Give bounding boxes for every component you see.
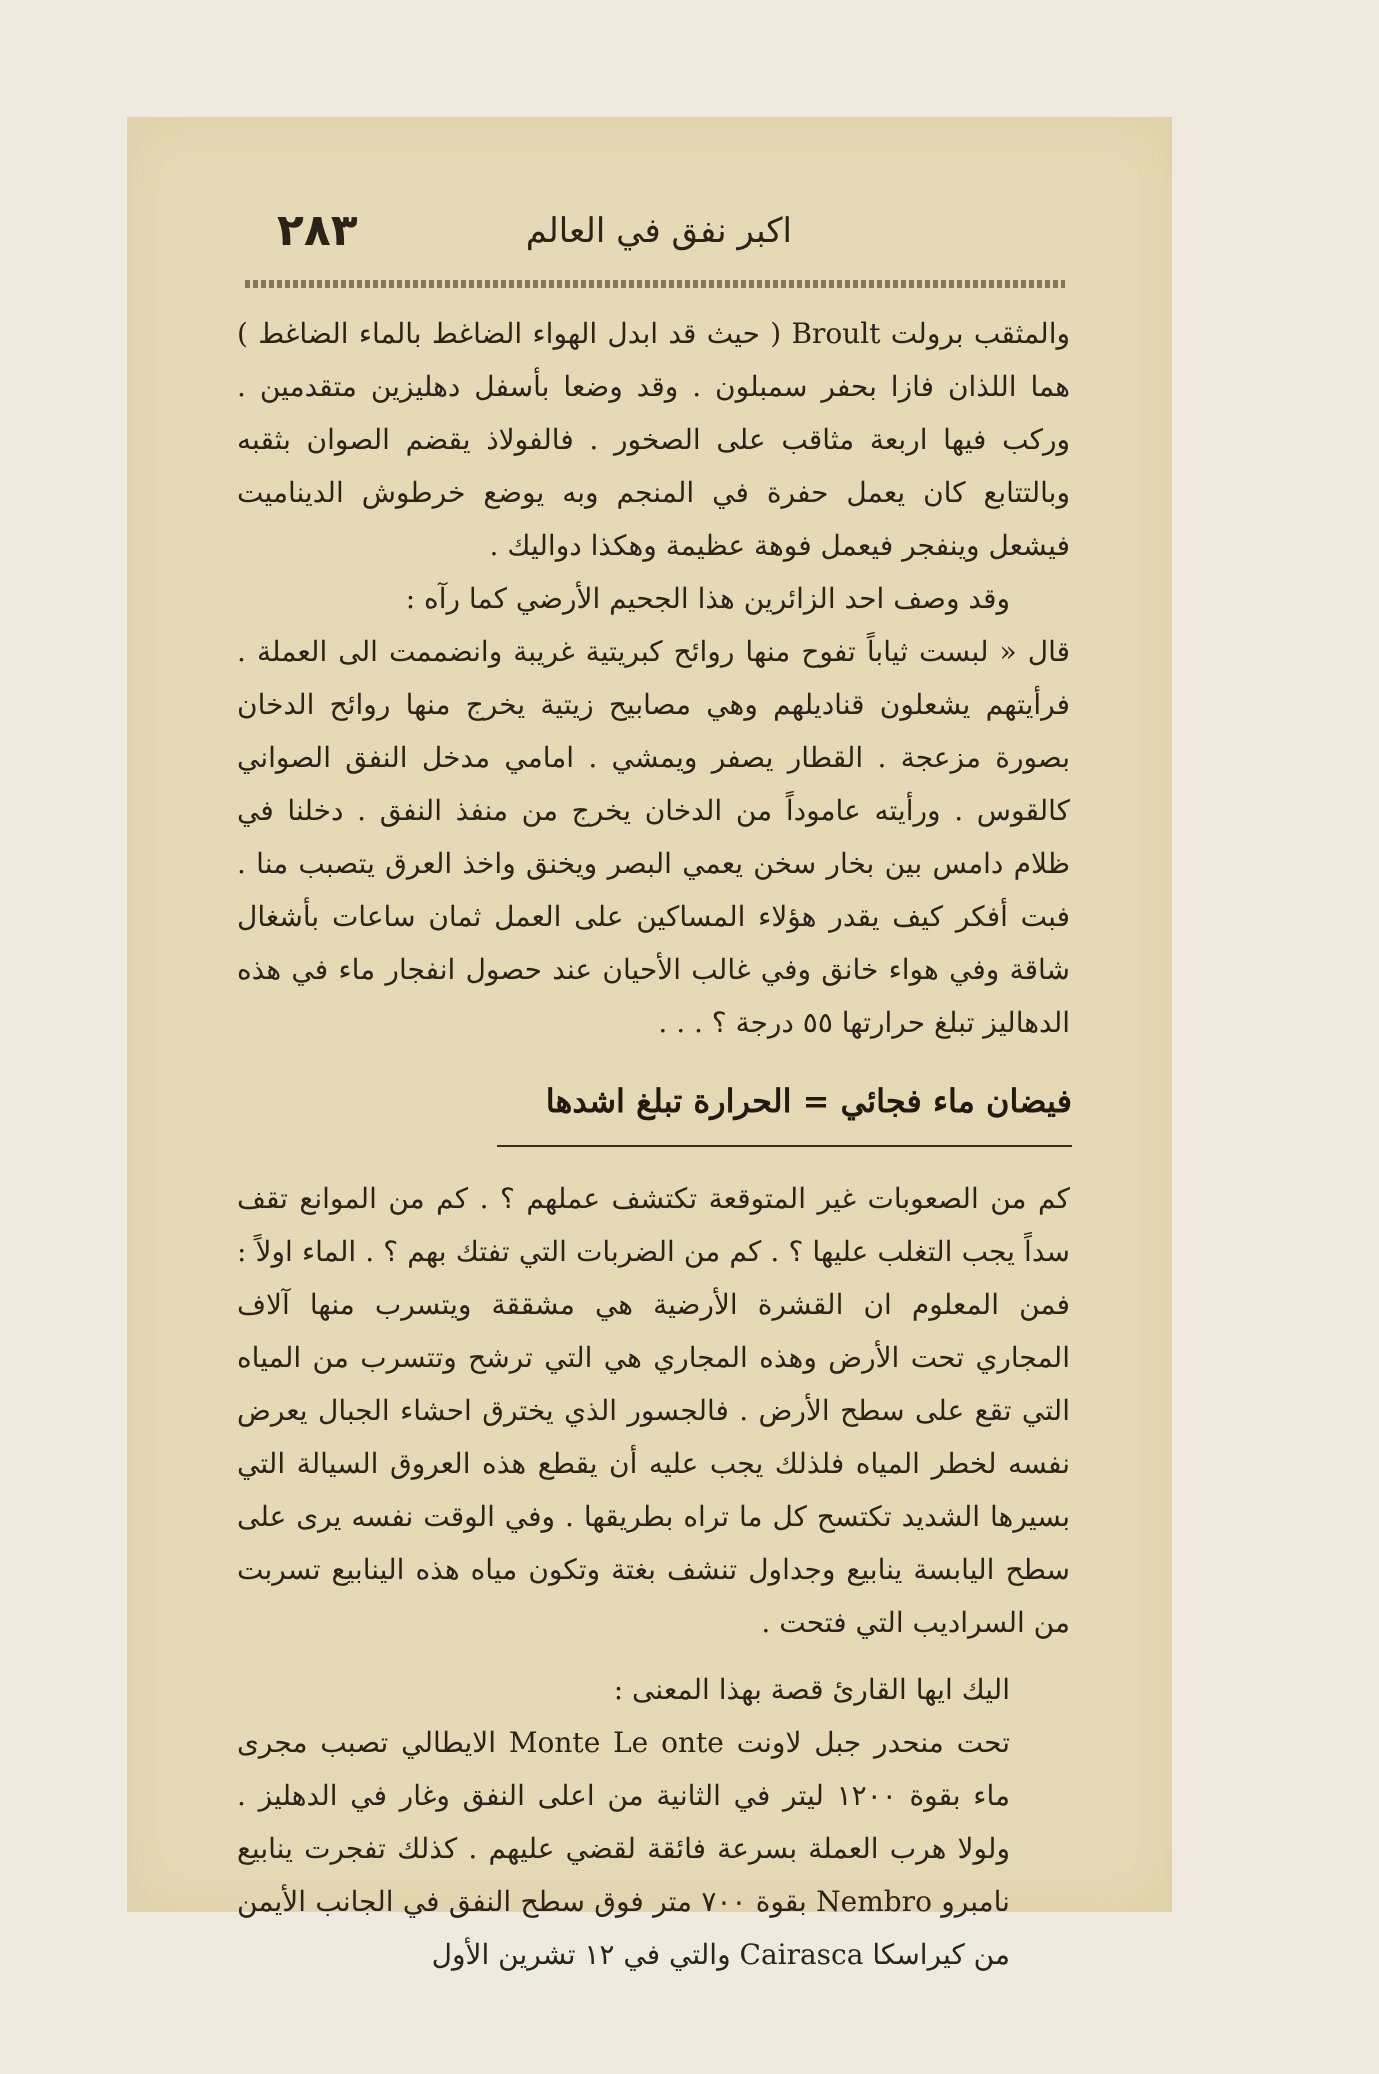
subheading-rule — [497, 1145, 1072, 1147]
section-2 — [237, 1172, 1070, 1981]
section-1 — [237, 307, 1070, 1049]
paragraph-1: والمثقب برولت Broult ( حيث قد ابدل الهواء الضاغط بالماء الضاغط ) هما اللذان فازا بحفر سمبلون . وقد وضعا بأسفل دهليزين متقدمين . وركب فيها اربعة مثاقب على الصخور . فالفولاذ يقضم الصوان بثقبه وبالتتابع كان يعمل حفرة في المنجم وبه يوضع خرطوش الديناميت فيشعل وينفجر فيعمل فوهة عظيمة وهكذا دواليك . — [237, 317, 1071, 562]
paragraph-5: اليك ايها القارئ قصة بهذا المعنى : — [613, 1673, 1010, 1706]
paragraph-4: كم من الصعوبات غير المتوقعة تكتشف عملهم ؟ . كم من الموانع تقف سداً يجب التغلب عليها ؟ . كم من الضربات التي تفتك بهم ؟ . الماء اولاً : فمن المعلوم ان القشرة الأرضية هي مشققة ويتسرب منها آلاف المجاري تحت الأرض وهذه المجاري هي التي ترشح وتتسرب من المياه التي تقع على سطح الأرض . فالجسور الذي يخترق احشاء الجبال يعرض نفسه لخطر المياه فلذلك يجب عليه أن يقطع هذه العروق السيالة التي بسيرها الشديد تكتسح كل ما تراه بطريقها . وفي الوقت نفسه يرى على سطح اليابسة ينابيع وجداول تنشف بغتة وتكون مياه هذه الينابيع تسربت من السراديب التي فتحت . — [237, 1182, 1070, 1639]
page-number: ٢٨٣ — [277, 205, 358, 256]
paragraph-2: وقد وصف احد الزائرين هذا الجحيم الأرضي كما رآه : — [405, 582, 1010, 615]
paragraph-3-quote: قال « لبست ثياباً تفوح منها روائح كبريتية غريبة وانضممت الى العملة . فرأيتهم يشعلون قناديلهم وهي مصابيح زيتية يخرج منها روائح الدخان بصورة مزعجة . القطار يصفر ويمشي . امامي مدخل النفق الصواني كالقوس . ورأيته عاموداً من الدخان يخرج من منفذ النفق . دخلنا في ظلام دامس بين بخار سخن يعمي البصر ويخنق واخذ العرق يتصبب منا . فبت أفكر كيف يقدر هؤلاء المساكين على العمل ثمان ساعات بأشغال شاقة وفي هواء خانق وفي غالب الأحيان عند حصول انفجار ماء في هذه الدهاليز تبلغ حرارتها ٥٥ درجة ؟ . . . — [237, 635, 1070, 1039]
book-page — [127, 117, 1172, 1971]
paragraph-6: تحت منحدر جبل لاونت Monte Le onte الايطالي تصبب مجرى ماء بقوة ١٢٠٠ ليتر في الثانية من اعلى النفق وغار في الدهليز . ولولا هرب العملة بسرعة فائقة لقضي عليهم . كذلك تفجرت ينابيع نامبرو Nembro بقوة ٧٠٠ متر فوق سطح النفق في الجانب الأيمن من كيراسكا Cairasca والتي في ١٢ تشرين الأول — [237, 1726, 1010, 1971]
running-title: اكبر نفق في العالم — [525, 211, 792, 251]
running-head — [127, 205, 1172, 275]
section-subheading: فيضان ماء فجائي = الحرارة تبلغ اشدها — [545, 1082, 1072, 1120]
header-ornament-rule — [245, 280, 1065, 288]
